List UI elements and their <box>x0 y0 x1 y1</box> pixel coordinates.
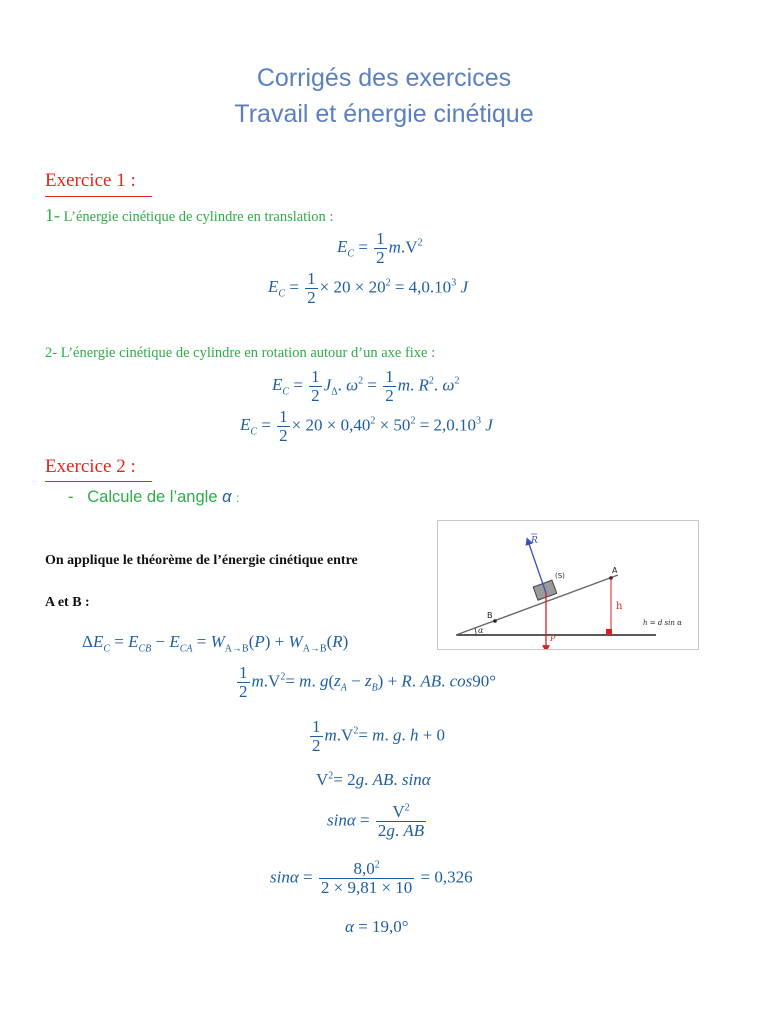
ex2-intro: On applique le théorème de l’énergie cinétique entre <box>45 553 358 568</box>
right-angle-mark <box>606 629 612 635</box>
ex2-eq-simplify: $\frac{1}{2}$ $m.V^2= m$. g. h + 0 <box>312 717 446 755</box>
ex1-question-1-number: 1- <box>45 205 60 225</box>
ex2-eq-sin-value: sinα = $\frac{8,0^2}{2 \times 9,81 \times 10}$ = 0,326 <box>270 859 473 897</box>
label-r: R <box>531 536 538 546</box>
ex1-question-1-text: L’énergie cinétique de cylindre en translation : <box>60 209 334 225</box>
ex2-bullet <box>68 488 239 507</box>
ex1-eq-ec-value: $E_C$ = $\frac{1}{2}$ × $20 \times 20^2 = 4,0.10^3$ J <box>268 269 468 307</box>
ex2-eq-alpha-result: α = 19,0° <box>345 917 409 936</box>
ex2-eq-sin-formula: sinα = $\frac{V^2}{2g. AB}$ <box>327 802 425 840</box>
label-s: (S) <box>555 572 565 580</box>
ex2-bullet-dash: - <box>68 488 88 506</box>
ex2-bullet-text: Calcule de l’angle <box>87 488 218 506</box>
inclined-plane-figure <box>437 520 699 650</box>
exercise-1-heading: Exercice 1 : <box>45 170 136 191</box>
alpha-label: α <box>478 626 484 635</box>
point-b <box>493 619 497 623</box>
ex2-bullet-colon: : <box>236 491 240 505</box>
label-a: A <box>612 566 618 575</box>
label-p: P <box>550 634 556 643</box>
ex2-ab: A et B : <box>45 595 90 610</box>
ex1-eq-rotation-formula: $E_C$ = $\frac{1}{2}$ $J_\Delta$. $\omega^2$ = $\frac{1}{2}$ m. $R^2$. $\omega^2$ <box>272 367 460 405</box>
ex1-question-1 <box>45 205 333 226</box>
angle-arc <box>475 628 476 635</box>
ex1-eq-rotation-value: $E_C$ = $\frac{1}{2}$ × $20 \times 0,40^2 \times 50^2 = 2,0.10^3$ J <box>240 407 493 445</box>
exercise-2-heading: Exercice 2 : <box>45 456 136 477</box>
inclined-plane-svg <box>438 521 698 649</box>
ex2-eq-expand: $\frac{1}{2}$ $m.V^2= m$. $g(z_A - z_B) + R$. AB. cos90° <box>239 663 497 701</box>
title-line-2: Travail et énergie cinétique <box>234 100 534 128</box>
label-b: B <box>487 611 493 620</box>
label-formula: h = d sin α <box>643 619 682 627</box>
ex2-eq-theorem: $\Delta E_C = E_{CB} - E_{CA} = W_{A\to B}(P) + W_{A\to B}(R)$ <box>82 632 349 655</box>
alpha-symbol: α <box>222 488 232 506</box>
exercise-2-underline <box>45 481 152 482</box>
ex1-question-2: 2- L’énergie cinétique de cylindre en rotation autour d’un axe fixe : <box>45 345 436 361</box>
ex2-eq-v-squared: $V^2= 2g$. AB. sinα <box>316 770 431 789</box>
ex1-eq-ec-formula: $E_C$ = $\frac{1}{2}$ $m.V^2$ <box>337 229 423 267</box>
title-line-1: Corrigés des exercices <box>256 64 512 92</box>
exercise-1-underline <box>45 196 152 197</box>
label-h: h <box>616 601 623 612</box>
